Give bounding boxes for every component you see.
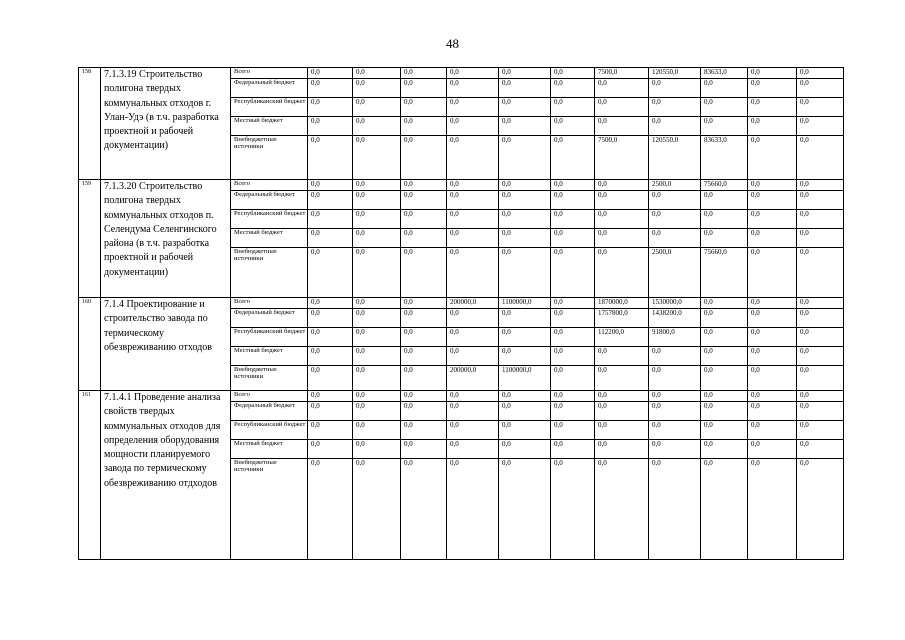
value-cell: 0,0	[551, 79, 595, 98]
value-cell: 0,0	[447, 248, 499, 298]
value-cell: 0,0	[649, 366, 701, 391]
value-cell: 0,0	[748, 210, 797, 229]
value-cell: 0,0	[353, 298, 401, 309]
value-cell: 75660,0	[701, 248, 748, 298]
value-cell: 0,0	[649, 459, 701, 560]
value-cell: 0,0	[701, 229, 748, 248]
value-cell: 0,0	[797, 117, 844, 136]
value-cell: 0,0	[499, 79, 551, 98]
value-cell: 0,0	[401, 440, 447, 459]
funding-source: Республиканский бюджет	[231, 328, 308, 347]
value-cell: 0,0	[308, 117, 353, 136]
value-cell: 0,0	[499, 402, 551, 421]
value-cell: 0,0	[401, 210, 447, 229]
value-cell: 0,0	[748, 117, 797, 136]
value-cell: 0,0	[748, 391, 797, 402]
value-cell: 0,0	[308, 191, 353, 210]
value-cell: 0,0	[701, 79, 748, 98]
value-cell: 0,0	[499, 210, 551, 229]
value-cell: 0,0	[308, 98, 353, 117]
value-cell: 2500,0	[649, 248, 701, 298]
value-cell: 0,0	[551, 298, 595, 309]
value-cell: 0,0	[353, 347, 401, 366]
value-cell: 0,0	[551, 117, 595, 136]
value-cell: 0,0	[748, 191, 797, 210]
value-cell: 0,0	[308, 210, 353, 229]
value-cell: 0,0	[447, 191, 499, 210]
value-cell: 0,0	[701, 440, 748, 459]
value-cell: 0,0	[447, 180, 499, 191]
value-cell: 0,0	[499, 347, 551, 366]
page-number: 48	[446, 36, 459, 51]
value-cell: 0,0	[748, 248, 797, 298]
value-cell: 0,0	[308, 298, 353, 309]
funding-source: Республиканский бюджет	[231, 421, 308, 440]
value-cell: 0,0	[447, 391, 499, 402]
value-cell: 0,0	[797, 459, 844, 560]
value-cell: 0,0	[447, 347, 499, 366]
value-cell: 0,0	[308, 68, 353, 79]
value-cell: 0,0	[308, 248, 353, 298]
value-cell: 1757800,0	[595, 309, 649, 328]
value-cell: 0,0	[701, 459, 748, 560]
value-cell: 112200,0	[595, 328, 649, 347]
value-cell: 0,0	[353, 180, 401, 191]
value-cell: 0,0	[499, 309, 551, 328]
value-cell: 0,0	[748, 421, 797, 440]
value-cell: 0,0	[797, 402, 844, 421]
value-cell: 0,0	[595, 229, 649, 248]
value-cell: 0,0	[551, 210, 595, 229]
value-cell: 0,0	[308, 459, 353, 560]
value-cell: 0,0	[499, 136, 551, 180]
value-cell: 0,0	[797, 421, 844, 440]
funding-source: Республиканский бюджет	[231, 98, 308, 117]
value-cell: 0,0	[499, 98, 551, 117]
value-cell: 0,0	[353, 459, 401, 560]
value-cell: 0,0	[649, 210, 701, 229]
value-cell: 0,0	[353, 229, 401, 248]
value-cell: 0,0	[308, 180, 353, 191]
value-cell: 0,0	[353, 68, 401, 79]
value-cell: 0,0	[595, 248, 649, 298]
value-cell: 0,0	[401, 98, 447, 117]
value-cell: 0,0	[748, 298, 797, 309]
value-cell: 0,0	[551, 309, 595, 328]
value-cell: 0,0	[308, 402, 353, 421]
value-cell: 0,0	[748, 402, 797, 421]
value-cell: 0,0	[595, 459, 649, 560]
value-cell: 0,0	[447, 229, 499, 248]
value-cell: 0,0	[551, 366, 595, 391]
value-cell: 0,0	[551, 68, 595, 79]
value-cell: 0,0	[308, 136, 353, 180]
value-cell: 75660,0	[701, 180, 748, 191]
value-cell: 0,0	[595, 98, 649, 117]
value-cell: 0,0	[401, 328, 447, 347]
value-cell: 0,0	[551, 391, 595, 402]
value-cell: 0,0	[649, 79, 701, 98]
value-cell: 0,0	[595, 180, 649, 191]
value-cell: 0,0	[649, 98, 701, 117]
value-cell: 0,0	[595, 402, 649, 421]
funding-source: Местный бюджет	[231, 117, 308, 136]
value-cell: 0,0	[401, 402, 447, 421]
value-cell: 0,0	[595, 117, 649, 136]
funding-source: Внебюджетные источники	[231, 136, 308, 180]
value-cell: 1100000,0	[499, 366, 551, 391]
value-cell: 0,0	[551, 402, 595, 421]
value-cell: 0,0	[401, 79, 447, 98]
value-cell: 0,0	[401, 421, 447, 440]
value-cell: 0,0	[797, 298, 844, 309]
value-cell: 0,0	[447, 309, 499, 328]
funding-source: Местный бюджет	[231, 347, 308, 366]
value-cell: 7500,0	[595, 68, 649, 79]
funding-source: Федеральный бюджет	[231, 191, 308, 210]
value-cell: 91800,0	[649, 328, 701, 347]
value-cell: 0,0	[401, 229, 447, 248]
value-cell: 0,0	[701, 210, 748, 229]
funding-source: Местный бюджет	[231, 229, 308, 248]
value-cell: 0,0	[701, 391, 748, 402]
value-cell: 0,0	[701, 421, 748, 440]
value-cell: 0,0	[701, 191, 748, 210]
value-cell: 0,0	[551, 180, 595, 191]
value-cell: 0,0	[447, 68, 499, 79]
value-cell: 0,0	[401, 248, 447, 298]
value-cell: 0,0	[447, 210, 499, 229]
value-cell: 0,0	[701, 347, 748, 366]
value-cell: 1438200,0	[649, 309, 701, 328]
value-cell: 0,0	[701, 298, 748, 309]
value-cell: 0,0	[499, 440, 551, 459]
value-cell: 0,0	[748, 68, 797, 79]
value-cell: 0,0	[748, 440, 797, 459]
value-cell: 0,0	[447, 459, 499, 560]
value-cell: 0,0	[748, 366, 797, 391]
value-cell: 0,0	[797, 440, 844, 459]
value-cell: 0,0	[401, 347, 447, 366]
value-cell: 7500,0	[595, 136, 649, 180]
value-cell: 0,0	[551, 98, 595, 117]
value-cell: 0,0	[499, 191, 551, 210]
value-cell: 0,0	[401, 391, 447, 402]
value-cell: 0,0	[595, 421, 649, 440]
funding-source: Федеральный бюджет	[231, 79, 308, 98]
value-cell: 0,0	[551, 229, 595, 248]
value-cell: 0,0	[401, 191, 447, 210]
value-cell: 0,0	[499, 68, 551, 79]
value-cell: 0,0	[797, 136, 844, 180]
value-cell: 0,0	[701, 98, 748, 117]
value-cell: 0,0	[308, 347, 353, 366]
value-cell: 0,0	[748, 459, 797, 560]
value-cell: 1100000,0	[499, 298, 551, 309]
value-cell: 0,0	[447, 79, 499, 98]
value-cell: 0,0	[748, 136, 797, 180]
value-cell: 0,0	[308, 391, 353, 402]
value-cell: 0,0	[308, 229, 353, 248]
value-cell: 0,0	[353, 391, 401, 402]
value-cell: 2500,0	[649, 180, 701, 191]
entry-name: 7.1.3.19 Строительство полигона твердых коммунальных отходов г. Улан-Удэ (в т.ч. разработка проектной и рабочей документации)	[101, 68, 231, 180]
value-cell: 0,0	[797, 347, 844, 366]
value-cell: 0,0	[748, 347, 797, 366]
value-cell: 0,0	[447, 136, 499, 180]
value-cell: 200000,0	[447, 298, 499, 309]
value-cell: 0,0	[595, 391, 649, 402]
value-cell: 0,0	[447, 402, 499, 421]
funding-source: Федеральный бюджет	[231, 309, 308, 328]
value-cell: 0,0	[447, 421, 499, 440]
value-cell: 0,0	[748, 328, 797, 347]
value-cell: 0,0	[551, 347, 595, 366]
funding-source: Всего	[231, 180, 308, 191]
value-cell: 200000,0	[447, 366, 499, 391]
value-cell: 0,0	[797, 191, 844, 210]
value-cell: 83633,0	[701, 136, 748, 180]
value-cell: 0,0	[499, 248, 551, 298]
value-cell: 0,0	[308, 309, 353, 328]
value-cell: 0,0	[797, 248, 844, 298]
table-body	[79, 68, 844, 560]
entry-name: 7.1.4 Проектирование и строительство завода по термическому обезвреживанию отходов	[101, 298, 231, 391]
budget-table	[78, 67, 844, 560]
value-cell: 0,0	[748, 180, 797, 191]
value-cell: 0,0	[401, 459, 447, 560]
value-cell: 0,0	[308, 421, 353, 440]
value-cell: 83633,0	[701, 68, 748, 79]
value-cell: 0,0	[551, 248, 595, 298]
value-cell: 0,0	[353, 328, 401, 347]
value-cell: 0,0	[353, 366, 401, 391]
value-cell: 0,0	[308, 366, 353, 391]
table-row	[79, 391, 844, 402]
value-cell: 0,0	[748, 309, 797, 328]
value-cell: 0,0	[447, 98, 499, 117]
value-cell: 0,0	[649, 402, 701, 421]
value-cell: 0,0	[353, 440, 401, 459]
value-cell: 0,0	[797, 328, 844, 347]
value-cell: 0,0	[499, 117, 551, 136]
value-cell: 0,0	[649, 229, 701, 248]
entry-number: 158	[79, 68, 101, 180]
value-cell: 0,0	[353, 210, 401, 229]
value-cell: 0,0	[649, 421, 701, 440]
value-cell: 0,0	[499, 391, 551, 402]
value-cell: 120550,0	[649, 68, 701, 79]
value-cell: 0,0	[353, 136, 401, 180]
funding-source: Внебюджетные источники	[231, 459, 308, 560]
value-cell: 0,0	[401, 309, 447, 328]
funding-source: Федеральный бюджет	[231, 402, 308, 421]
value-cell: 0,0	[401, 68, 447, 79]
value-cell: 0,0	[551, 191, 595, 210]
value-cell: 0,0	[308, 79, 353, 98]
value-cell: 0,0	[353, 421, 401, 440]
funding-source: Всего	[231, 298, 308, 309]
value-cell: 1870000,0	[595, 298, 649, 309]
funding-source: Республиканский бюджет	[231, 210, 308, 229]
value-cell: 0,0	[499, 180, 551, 191]
value-cell: 0,0	[701, 117, 748, 136]
value-cell: 0,0	[308, 440, 353, 459]
value-cell: 0,0	[797, 180, 844, 191]
funding-source: Внебюджетные источники	[231, 248, 308, 298]
value-cell: 0,0	[401, 117, 447, 136]
value-cell: 0,0	[308, 328, 353, 347]
value-cell: 0,0	[701, 366, 748, 391]
value-cell: 0,0	[649, 117, 701, 136]
value-cell: 0,0	[649, 391, 701, 402]
value-cell: 0,0	[551, 459, 595, 560]
value-cell: 0,0	[499, 328, 551, 347]
value-cell: 0,0	[649, 440, 701, 459]
value-cell: 0,0	[797, 366, 844, 391]
value-cell: 0,0	[551, 328, 595, 347]
funding-source: Внебюджетные источники	[231, 366, 308, 391]
value-cell: 0,0	[797, 98, 844, 117]
value-cell: 1530000,0	[649, 298, 701, 309]
value-cell: 0,0	[447, 440, 499, 459]
value-cell: 0,0	[797, 68, 844, 79]
value-cell: 0,0	[701, 402, 748, 421]
value-cell: 0,0	[748, 79, 797, 98]
value-cell: 0,0	[401, 180, 447, 191]
value-cell: 0,0	[447, 117, 499, 136]
value-cell: 0,0	[551, 421, 595, 440]
value-cell: 0,0	[353, 402, 401, 421]
value-cell: 0,0	[499, 421, 551, 440]
value-cell: 0,0	[595, 210, 649, 229]
value-cell: 0,0	[353, 248, 401, 298]
value-cell: 0,0	[447, 328, 499, 347]
value-cell: 0,0	[748, 229, 797, 248]
value-cell: 0,0	[353, 98, 401, 117]
value-cell: 0,0	[701, 328, 748, 347]
value-cell: 0,0	[551, 440, 595, 459]
entry-name: 7.1.3.20 Строительство полигона твердых коммунальных отходов п. Селендума Селенгинского района (в т.ч. разработка проектной и рабочей документации)	[101, 180, 231, 298]
value-cell: 0,0	[797, 391, 844, 402]
table-row	[79, 180, 844, 191]
value-cell: 0,0	[353, 117, 401, 136]
value-cell: 0,0	[401, 136, 447, 180]
table-row	[79, 298, 844, 309]
value-cell: 0,0	[649, 191, 701, 210]
value-cell: 0,0	[595, 347, 649, 366]
entry-name: 7.1.4.1 Проведение анализа свойств твердых коммунальных отходов для определения оборудования мощности планируемого завода по термическому обезвреживанию отдходов	[101, 391, 231, 560]
value-cell: 0,0	[353, 309, 401, 328]
value-cell: 0,0	[353, 191, 401, 210]
value-cell: 0,0	[595, 440, 649, 459]
funding-source: Всего	[231, 68, 308, 79]
value-cell: 0,0	[701, 309, 748, 328]
value-cell: 0,0	[797, 79, 844, 98]
value-cell: 0,0	[499, 229, 551, 248]
value-cell: 0,0	[797, 309, 844, 328]
entry-number: 159	[79, 180, 101, 298]
value-cell: 120550,0	[649, 136, 701, 180]
value-cell: 0,0	[649, 347, 701, 366]
value-cell: 0,0	[551, 136, 595, 180]
value-cell: 0,0	[595, 366, 649, 391]
value-cell: 0,0	[595, 191, 649, 210]
value-cell: 0,0	[595, 79, 649, 98]
entry-number: 160	[79, 298, 101, 391]
value-cell: 0,0	[401, 366, 447, 391]
value-cell: 0,0	[499, 459, 551, 560]
table-row	[79, 68, 844, 79]
entry-number: 161	[79, 391, 101, 560]
value-cell: 0,0	[797, 210, 844, 229]
funding-source: Всего	[231, 391, 308, 402]
value-cell: 0,0	[401, 298, 447, 309]
value-cell: 0,0	[353, 79, 401, 98]
value-cell: 0,0	[748, 98, 797, 117]
funding-source: Местный бюджет	[231, 440, 308, 459]
value-cell: 0,0	[797, 229, 844, 248]
